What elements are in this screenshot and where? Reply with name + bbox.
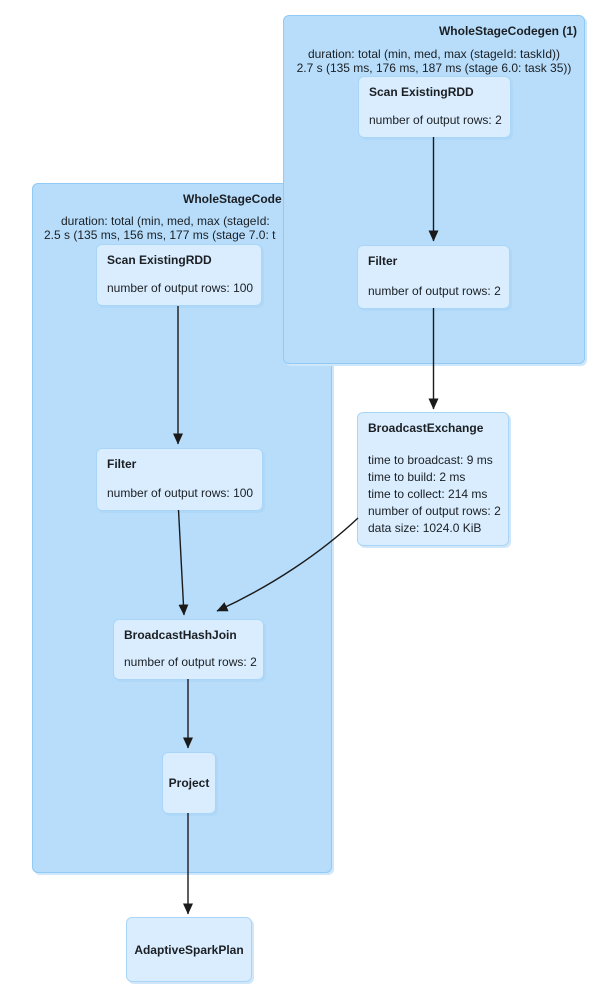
node-adaptive-spark-plan[interactable]	[126, 917, 252, 982]
node-metric: time to collect: 214 ms	[368, 487, 488, 501]
node-title: Scan ExistingRDD	[107, 253, 212, 267]
node-metric: number of output rows: 2	[368, 284, 501, 298]
node-project[interactable]	[162, 752, 216, 814]
node-filter-1[interactable]	[357, 245, 510, 309]
node-title: BroadcastHashJoin	[124, 628, 237, 642]
node-title: Project	[168, 776, 210, 790]
node-title: Filter	[368, 254, 398, 268]
cluster-wholestagecodegen-1[interactable]	[283, 15, 585, 364]
cluster-title: WholeStageCode	[183, 192, 282, 206]
node-metric: number of output rows: 100	[107, 281, 254, 295]
cluster-duration-line1: duration: total (min, med, max (stageId: taskId))	[307, 47, 561, 61]
node-title: Scan ExistingRDD	[369, 85, 474, 99]
node-metric: time to build: 2 ms	[368, 470, 466, 484]
node-title: BroadcastExchange	[368, 421, 484, 435]
node-metric: data size: 1024.0 KiB	[368, 521, 482, 535]
node-metric: number of output rows: 2	[368, 504, 501, 518]
node-metric: time to broadcast: 9 ms	[368, 453, 493, 467]
node-broadcast-hash-join[interactable]	[113, 619, 264, 680]
node-title: AdaptiveSparkPlan	[134, 942, 244, 957]
node-metrics	[368, 452, 501, 537]
node-broadcast-exchange[interactable]	[357, 412, 509, 546]
cluster-duration-line1: duration: total (min, med, max (stageId:	[61, 214, 270, 228]
node-metric: number of output rows: 2	[124, 655, 257, 669]
cluster-duration-line2: 2.5 s (135 ms, 156 ms, 177 ms (stage 7.0: t	[44, 228, 276, 242]
node-scan-existingrdd-2[interactable]	[96, 244, 262, 306]
cluster-title: WholeStageCodegen (1)	[438, 24, 577, 38]
node-title: Filter	[107, 457, 137, 471]
cluster-duration-line2: 2.7 s (135 ms, 176 ms, 187 ms (stage 6.0: task 35))	[296, 61, 572, 75]
node-filter-2[interactable]	[96, 448, 263, 511]
node-metric: number of output rows: 100	[107, 486, 254, 500]
node-scan-existingrdd-1[interactable]	[358, 76, 511, 138]
node-metric: number of output rows: 2	[369, 113, 502, 127]
